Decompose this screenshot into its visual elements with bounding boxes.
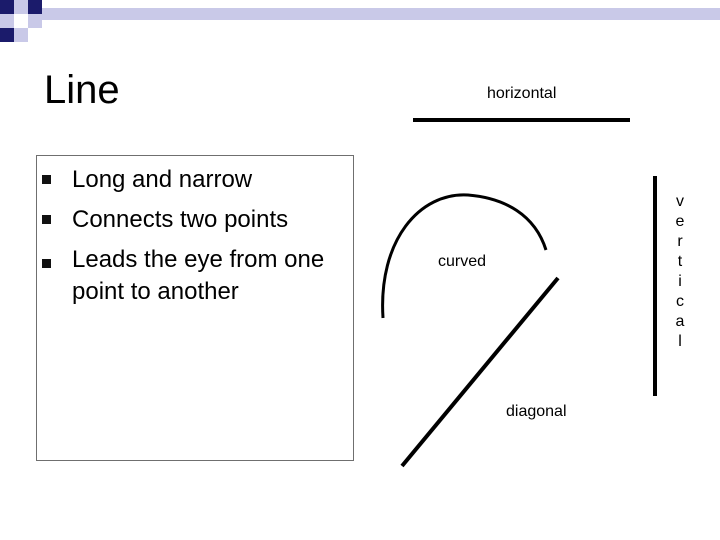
vertical-label-letter: r bbox=[677, 233, 683, 250]
diagonal-line bbox=[402, 278, 558, 466]
vertical-label-letter: l bbox=[678, 333, 682, 350]
diagonal-label: diagonal bbox=[506, 403, 567, 420]
vertical-label bbox=[670, 192, 690, 352]
vertical-label-letter: v bbox=[676, 193, 684, 210]
bullet-text: Leads the eye from one point to another bbox=[72, 246, 325, 305]
bullet-text: Connects two points bbox=[72, 206, 289, 233]
slide-title: Line bbox=[44, 68, 120, 112]
bullet-text: Long and narrow bbox=[72, 166, 253, 193]
horizontal-label: horizontal bbox=[487, 85, 557, 102]
curved-label: curved bbox=[438, 253, 487, 270]
vertical-label-letter: t bbox=[677, 253, 683, 270]
vertical-label-letter: e bbox=[675, 213, 685, 230]
vertical-label-letter: a bbox=[675, 313, 685, 330]
vertical-label-letter: i bbox=[678, 273, 682, 290]
vertical-label-letter: c bbox=[676, 293, 684, 310]
